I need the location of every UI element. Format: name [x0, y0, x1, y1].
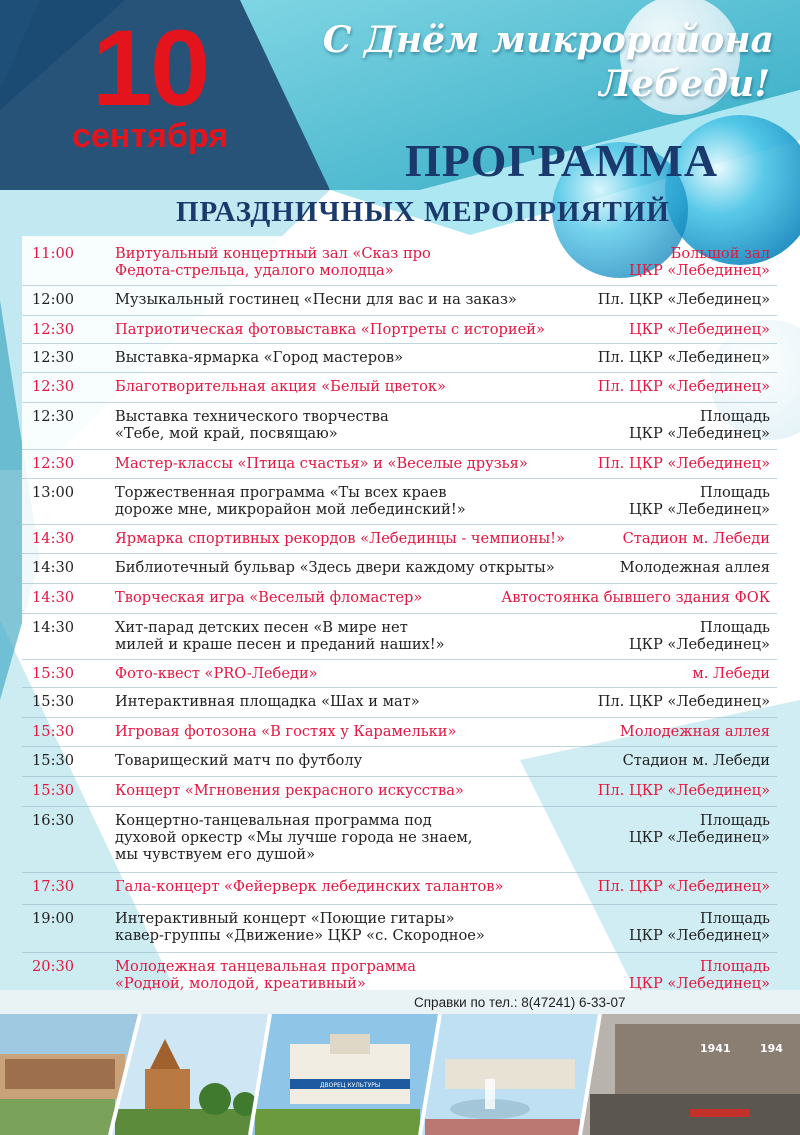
event-name-line: Творческая игра «Веселый фломастер» [115, 589, 423, 606]
event-place-line: ЦКР «Лебединец» [628, 829, 770, 846]
event-name [115, 619, 535, 653]
event-time: 14:30 [32, 619, 75, 636]
event-time: 12:00 [32, 291, 75, 308]
event-place-line: ЦКР «Лебединец» [628, 321, 770, 338]
event-place [629, 910, 770, 944]
event-place-line: Площадь [700, 812, 770, 829]
contact-phone: Справки по тел.: 8(47241) 6-33-07 [414, 995, 626, 1010]
event-place-line: Большой зал [670, 245, 770, 262]
event-name-line: Благотворительная акция «Белый цветок» [115, 378, 446, 395]
event-place [620, 723, 770, 740]
event-place-line: Автостоянка бывшего здания ФОК [501, 589, 770, 606]
event-place-line: Пл. ЦКР «Лебединец» [597, 378, 770, 395]
event-name [115, 455, 535, 472]
event-place [598, 782, 770, 799]
event-place-line: Площадь [700, 408, 770, 425]
building-sign: ДВОРЕЦ КУЛЬТУРЫ [319, 1082, 381, 1089]
memorial-year-2: 194 [760, 1042, 783, 1055]
date-month: сентября [71, 117, 228, 155]
event-place [629, 812, 770, 846]
event-name [115, 408, 535, 442]
event-name [115, 530, 565, 547]
event-place [629, 408, 770, 442]
event-name [115, 291, 535, 308]
event-place-line: Пл. ЦКР «Лебединец» [597, 878, 770, 895]
event-name-line: Библиотечный бульвар «Здесь двери каждому открыты» [115, 559, 555, 576]
row-divider [22, 583, 777, 584]
event-place [620, 559, 770, 576]
event-place-line: Пл. ЦКР «Лебединец» [597, 349, 770, 366]
event-name [115, 665, 535, 682]
event-time: 19:00 [32, 910, 75, 927]
event-place-line: Пл. ЦКР «Лебединец» [597, 291, 770, 308]
event-time: 16:30 [32, 812, 75, 829]
event-name [115, 693, 535, 710]
event-name [115, 321, 545, 338]
event-name-line: «Родной, молодой, креативный» [115, 975, 366, 992]
event-time: 14:30 [32, 559, 75, 576]
row-divider [22, 746, 777, 747]
greeting-line-2: Лебеди! [599, 63, 770, 105]
row-divider [22, 717, 777, 718]
event-time: 15:30 [32, 782, 75, 799]
row-divider [22, 343, 777, 344]
event-time: 15:30 [32, 723, 75, 740]
event-place-line: Стадион м. Лебеди [622, 752, 770, 769]
row-divider [22, 285, 777, 286]
event-place-line: ЦКР «Лебединец» [628, 425, 770, 442]
event-time: 12:30 [32, 349, 75, 366]
event-name [115, 752, 535, 769]
event-name [115, 245, 535, 279]
program-subtitle: ПРАЗДНИЧНЫХ МЕРОПРИЯТИЙ [176, 196, 670, 228]
event-name [115, 559, 555, 576]
row-divider [22, 524, 777, 525]
event-name-line: мы чувствуем его душой» [115, 846, 316, 863]
event-place [692, 665, 770, 682]
event-time: 13:00 [32, 484, 75, 501]
event-name-line: Торжественная программа «Ты всех краев [115, 484, 447, 501]
event-place-line: Стадион м. Лебеди [622, 530, 770, 547]
event-time: 12:30 [32, 378, 75, 395]
event-name-line: Музыкальный гостинец «Песни для вас и на заказ» [115, 291, 517, 308]
event-name-line: «Тебе, мой край, посвящаю» [115, 425, 338, 442]
row-divider [22, 553, 777, 554]
event-name-line: Товарищеский матч по футболу [115, 752, 363, 769]
row-divider [22, 952, 777, 953]
row-divider [22, 806, 777, 807]
event-place-line: м. Лебеди [692, 665, 770, 682]
row-divider [22, 449, 777, 450]
event-name-line: Интерактивный концерт «Поющие гитары» [115, 910, 455, 927]
event-name-line: духовой оркестр «Мы лучше города не знаем, [115, 829, 473, 846]
event-place [598, 378, 770, 395]
event-place-line: Площадь [700, 619, 770, 636]
program-title: ПРОГРАММА [405, 135, 719, 186]
memorial-year-1: 1941 [700, 1042, 731, 1055]
row-divider [22, 315, 777, 316]
photo-fountain [420, 1014, 600, 1135]
event-name [115, 349, 535, 366]
event-place [598, 349, 770, 366]
event-name [115, 378, 535, 395]
event-time: 17:30 [32, 878, 75, 895]
event-place-line: Пл. ЦКР «Лебединец» [597, 782, 770, 799]
event-place [629, 619, 770, 653]
row-divider [22, 402, 777, 403]
event-place-line: Площадь [700, 910, 770, 927]
event-name-line: Интерактивная площадка «Шах и мат» [115, 693, 420, 710]
event-place [501, 589, 770, 606]
event-place-line: Пл. ЦКР «Лебединец» [597, 693, 770, 710]
event-time: 14:30 [32, 530, 75, 547]
event-place [598, 455, 770, 472]
event-place [623, 530, 770, 547]
row-divider [22, 776, 777, 777]
event-name-line: Игровая фотозона «В гостях у Карамельки» [115, 723, 457, 740]
row-divider [22, 372, 777, 373]
row-divider [22, 659, 777, 660]
row-divider [22, 872, 777, 873]
event-name [115, 782, 535, 799]
event-name [115, 910, 535, 944]
row-divider [22, 687, 777, 688]
event-place-line: Площадь [700, 484, 770, 501]
event-name [115, 723, 535, 740]
event-place-line: Молодежная аллея [619, 559, 770, 576]
event-name-line: Выставка-ярмарка «Город мастеров» [115, 349, 403, 366]
event-place-line: ЦКР «Лебединец» [628, 636, 770, 653]
row-divider [22, 613, 777, 614]
event-place [629, 484, 770, 518]
event-name-line: Хит-парад детских песен «В мире нет [115, 619, 408, 636]
event-name [115, 812, 535, 863]
row-divider [22, 904, 777, 905]
event-place-line: ЦКР «Лебединец» [628, 927, 770, 944]
event-name [115, 484, 535, 518]
event-name-line: кавер-группы «Движение» ЦКР «с. Скородное» [115, 927, 485, 944]
event-name-line: Молодежная танцевальная программа [115, 958, 416, 975]
event-name-line: Фото-квест «PRO-Лебеди» [115, 665, 318, 682]
photo-collage [0, 1014, 800, 1135]
event-time: 12:30 [32, 455, 75, 472]
row-divider [22, 478, 777, 479]
event-place [598, 291, 770, 308]
event-place [623, 752, 770, 769]
photo-memorial [580, 1014, 800, 1135]
event-time: 15:30 [32, 752, 75, 769]
event-place-line: ЦКР «Лебединец» [628, 975, 770, 992]
event-name-line: Патриотическая фотовыставка «Портреты с историей» [115, 321, 545, 338]
event-name-line: Концерт «Мгновения рекрасного искусства» [115, 782, 464, 799]
event-place-line: Площадь [700, 958, 770, 975]
event-place [598, 878, 770, 895]
event-name-line: дороже мне, микрорайон мой лебединский!» [115, 501, 466, 518]
greeting-line-1: С Днём микрорайона [322, 19, 774, 61]
event-name-line: Федота-стрельца, удалого молодца» [115, 262, 394, 279]
event-place [629, 245, 770, 279]
event-time: 11:00 [32, 245, 75, 262]
event-name [115, 589, 535, 606]
event-place-line: Молодежная аллея [619, 723, 770, 740]
event-place-line: ЦКР «Лебединец» [628, 501, 770, 518]
event-name-line: Концертно-танцевальная программа под [115, 812, 432, 829]
event-time: 20:30 [32, 958, 75, 975]
event-name-line: Ярмарка спортивных рекордов «Лебединцы - чемпионы!» [115, 530, 565, 547]
date-day: 10 [91, 7, 209, 128]
event-time: 14:30 [32, 589, 75, 606]
event-name-line: Мастер-классы «Птица счастья» и «Веселые друзья» [115, 455, 528, 472]
event-time: 15:30 [32, 665, 75, 682]
event-place-line: Пл. ЦКР «Лебединец» [597, 455, 770, 472]
event-name [115, 958, 535, 992]
event-name-line: Виртуальный концертный зал «Сказ про [115, 245, 431, 262]
event-time: 12:30 [32, 408, 75, 425]
event-name-line: Гала-концерт «Фейерверк лебединских талантов» [115, 878, 504, 895]
event-time: 12:30 [32, 321, 75, 338]
event-name-line: Выставка технического творчества [115, 408, 389, 425]
event-place [629, 321, 770, 338]
event-place-line: ЦКР «Лебединец» [628, 262, 770, 279]
event-place [598, 693, 770, 710]
event-time: 15:30 [32, 693, 75, 710]
event-name [115, 878, 535, 895]
event-name-line: милей и краше песен и преданий наших!» [115, 636, 445, 653]
photo-culture-palace [250, 1014, 440, 1135]
event-place [629, 958, 770, 992]
